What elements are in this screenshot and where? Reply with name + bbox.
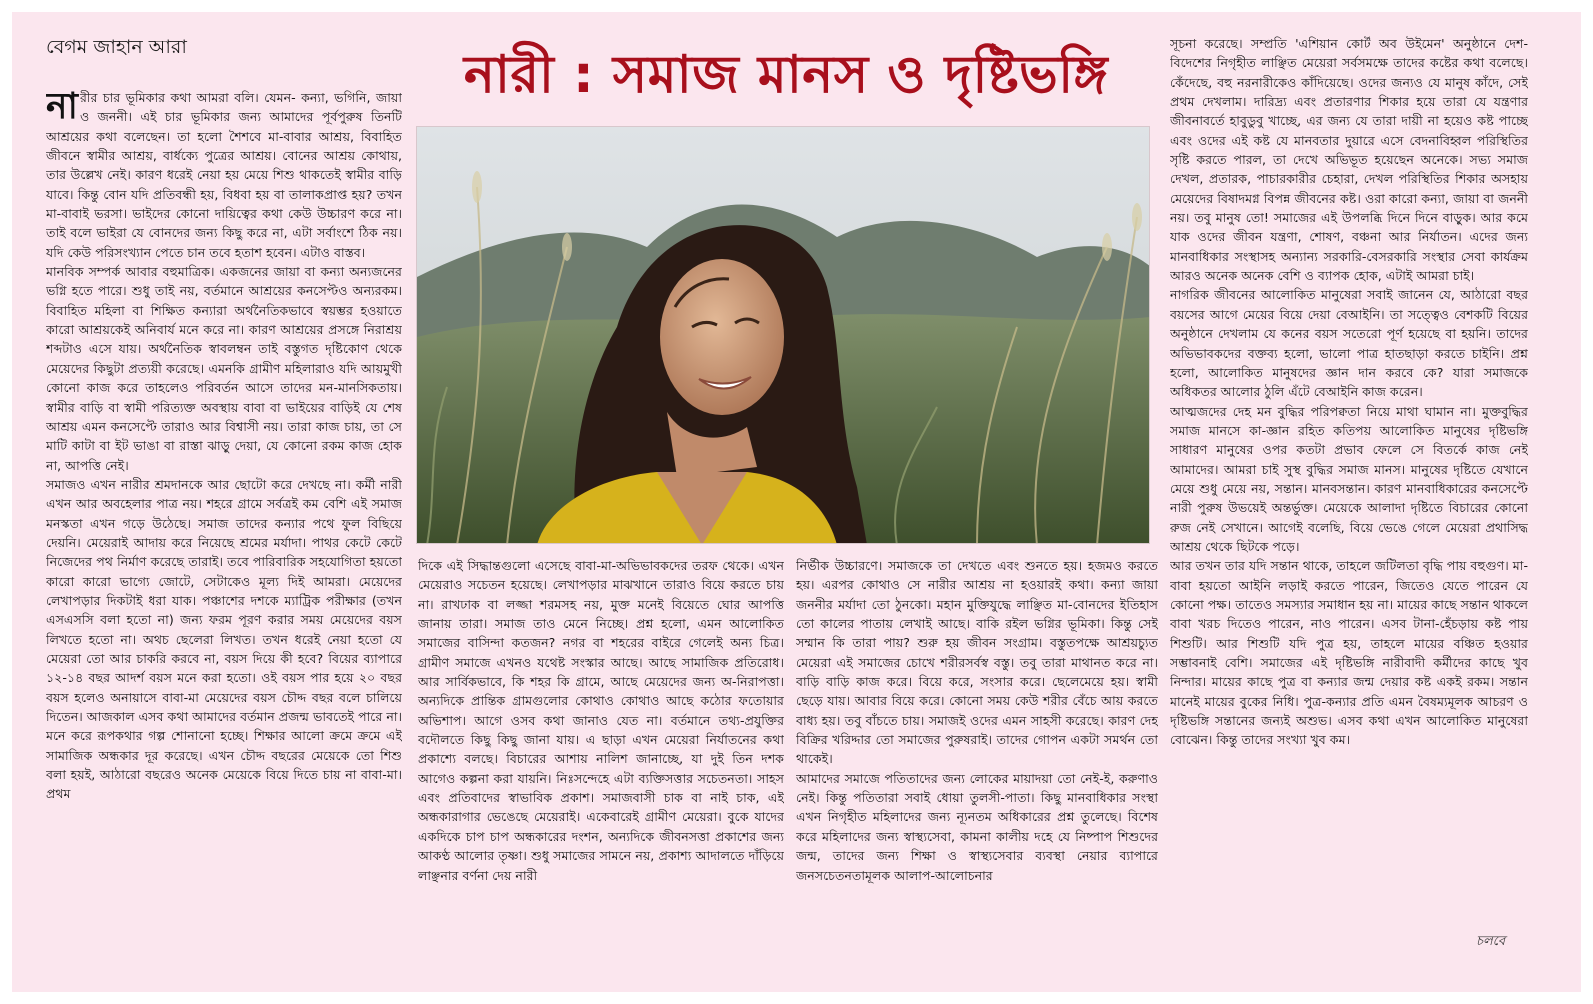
paragraph: আর তখন তার যদি সন্তান থাকে, তাহলে জটিলতা বৃদ্ধি পায় বহুগুণ। মা-বাবা হয়তো আইনি লড়াই করতে পারেন, জিতেও যেতে পারেন যে কোনো পক্ষ। তাতেও সমস্যার সমাধান হয় না। মায়ের কাছে সন্তান থাকলে বাবা খরচ দিতেও পারেন, নাও পারেন। এসব টানা-হেঁচড়ায় কষ্ট পায় শিশুটি। আর শিশুটি যদি পুত্র হয়, তাহলে মায়ের বঞ্চিত হওয়ার সম্ভাবনাই বেশি। সমাজের এই দৃষ্টিভঙ্গি নারীবাদী কর্মীদের কাছে খুব নিন্দার। মায়ের কাছে পুত্র বা কন্যার জন্ম দেয়ার কষ্ট একই রকম। সন্তান মানেই মায়ের বুকের নিধি। পুত্র-কন্যার প্রতি এমন বৈষম্যমূলক আচরণ ও দৃষ্টিভঙ্গি সন্তানের জন্যই অশুভ। এসব কথা এখন আলোকিত মানুষেরা বোঝেন। কিন্তু তাদের সংখ্যা খুব কম। [1170, 558, 1528, 748]
paragraph: আত্মজদের দেহ মন বুদ্ধির পরিপক্বতা নিয়ে মাথা ঘামান না। মুক্তবুদ্ধির সমাজ মানসে কা-জ্ঞান রহিত কতিপয় আলোকিত মানুষের দৃষ্টিভঙ্গি সাধারণ মানুষের ওপর কতটা প্রভাব ফেলে সে বিতর্কে কাজ নেই আমাদের। আমরা চাই সুস্থ বুদ্ধির সমাজ মানস। মানুষের দৃষ্টিতে যেখানে মেয়ে শুধু মেয়ে নয়, সন্তান। মানবসন্তান। কারণ মানবাধিকারের কনসেপ্টে নারী পুরুষ উভয়েই অন্তর্ভুক্ত। মেয়েকে আলাদা দৃষ্টিতে বিচারের কোনো রুজ নেই সেখানে। আগেই বলেছি, বিয়ে ভেঙে গেলে মেয়েরা প্রথাসিদ্ধ আশ্রয় থেকে ছিটকে পড়ে। [1170, 403, 1528, 554]
drop-cap: না [46, 88, 78, 127]
newspaper-page [12, 12, 1581, 992]
author-byline: বেগম জাহান আরা [46, 36, 187, 58]
paragraph: সূচনা করেছে। সম্প্রতি 'এশিয়ান কোর্ট অব উইমেন' অনুষ্ঠানে দেশ-বিদেশের নিগৃহীত লাঞ্ছিত মেয়েরা সর্বসমক্ষে তাদের কষ্টের কথা বলেছে। কেঁদেছে, বহু নরনারীকেও কাঁদিয়েছে। ওদের জন্যও যে মানুষ কাঁদে, সেই প্রথম দেখলাম। দারিদ্র্য এবং প্রতারণার শিকার হয়ে তারা যে যন্ত্রণার জীবনাবর্তে হাবুডুবু খাচ্ছে, এর জন্য যে তারা দায়ী না হয়েও কষ্ট পাচ্ছে এবং ওদের এই কষ্ট যে মানবতার দুয়ারে এসে বেদনাবিহ্বল পরিস্থিতির সৃষ্টি করতে পারল, তা দেখে অভিভূত হয়েছেন অনেকে। সভ্য সমাজ দেখল, প্রতারক, পাচারকারীর চেহারা, দেখল পরিস্থিতির শিকার অসহায় মেয়েদের বিষাদমগ্ন বিপন্ন জীবনের কষ্ট। ওরা কারো কন্যা, জায়া বা জননী নয়। তবু মানুষ তো! সমাজের এই উপলব্ধি দিনে দিনে বাড়ুক। আর কমে যাক ওদের জীবন যন্ত্রণা, শোষণ, বঞ্চনা আর নির্যাতন। এদের জন্য মানবাধিকার সংস্থাসহ অন্যান্য সরকারি-বেসরকারি সংস্থার সেবা কার্যক্রম আরও অনেক অনেক বেশি ও ব্যাপক হোক, এটাই আমরা চাই। [1170, 36, 1528, 284]
paragraph: আমাদের সমাজে পতিতাদের জন্য লোকের মায়াদয়া তো নেই-ই, করুণাও নেই। কিন্তু পতিতারা সবাই ধোয়া তুলসী-পাতা। কিছু মানবাধিকার সংস্থা এখন নিগৃহীত মহিলাদের জন্য ন্যূনতম অধিকারের প্রশ্ন তুলেছে। বিশেষ করে মহিলাদের জন্য স্বাস্থ্যসেবা, কামনা কালীয় দহে যে নিষ্পাপ শিশুদের জন্ম, তাদের জন্য শিক্ষা ও স্বাস্থ্যসেবার ব্যবস্থা নেয়ার ব্যাপারে জনসচেতনতামূলক আলাপ-আলোচনার [796, 770, 1158, 883]
article-column-3 [796, 556, 1158, 966]
paragraph: নির্ভীক উচ্চারণে। সমাজকে তা দেখতে এবং শুনতে হয়। হজমও করতে হয়। এরপর কোথাও সে নারীর আশ্রয় না হওয়ারই কথা। কন্যা জায়া জননীর মর্যাদা তো ঠুনকো। মহান মুক্তিযুদ্ধে লাঞ্ছিত মা-বোনদের ইতিহাস তো কালের পাতায় লেখাই আছে। বাকি রইল ভগ্নির ভূমিকা। কিন্তু সেই সম্মান কি তারা পায়? শুরু হয় জীবন সংগ্রাম। বস্তুতপক্ষে আশ্রয়চ্যুত মেয়েরা এই সমাজের চোখে শরীরসর্বস্ব বস্তু। তবু তারা মাথানত করে না। বাড়ি বাড়ি কাজ করে। বিয়ে করে, সংসার করে। ছেলেমেয়ে হয়। স্বামী ছেড়ে যায়। আবার বিয়ে করে। কোনো সময় কেউ শরীর বেঁচে আয় করতে বাধ্য হয়। তবু বাঁচতে চায়। সমাজই ওদের এমন সাহসী করেছে। কারণ দেহ বিক্রির খরিদ্দার তো সমাজের পুরুষরাই। তাদের গোপন একটা সমর্থন তো থাকেই। [796, 558, 1158, 767]
article-column-2 [418, 556, 784, 966]
paragraph [46, 88, 402, 262]
paragraph: নাগরিক জীবনের আলোকিত মানুষেরা সবাই জানেন যে, আঠারো বছর বয়সের আগে মেয়ের বিয়ে দেয়া বেআইনি। তা সত্ত্বেও বেশকটি বিয়ের অনুষ্ঠানে দেখলাম যে কনের বয়স সতেরো পূর্ণ হয়েছে বা হয়নি। তাদের অভিভাবকদের বক্তব্য হলো, ভালো পাত্র হাতছাড়া করতে চাইনি। প্রশ্ন হলো, আলোকিত মানুষদের জ্ঞান দান করবে কে? যারা সমাজকে অধিকতর আলোর ঠুলি এঁটে বেআইনি কাজ করেন। [1170, 287, 1528, 400]
paragraph: দিকে এই সিদ্ধান্তগুলো এসেছে বাবা-মা-অভিভাবকদের তরফ থেকে। এখন মেয়েরাও সচেতন হয়েছে। লেখাপড়ার মাঝখানে তারাও বিয়ে করতে চায় না। রাখঢাক বা লজ্জা শরমসহ নয়, মুক্ত মনেই বিয়েতে ঘোর আপত্তি জানায় তারা। সমাজ তাও মেনে নিচ্ছে। প্রশ্ন হলো, এমন আলোকিত সমাজের বাসিন্দা কতজন? নগর বা শহরের বাইরে গেলেই অন্য চিত্র। গ্রামীণ সমাজে এখনও যথেষ্ট সংস্কার আছে। আছে সামাজিক প্রতিরোধ। আর সার্বিকভাবে, কি শহর কি গ্রামে, আছে মেয়েদের জন্য অ-নিরাপত্তা। অন্যদিকে প্রান্তিক গ্রামগুলোর কোথাও কোথাও আছে কঠোর ফতোয়ার অভিশাপ। আগে ওসব কথা জানাও যেত না। বর্তমানে তথ্য-প্রযুক্তির বদৌলতে কিছু কিছু জানা যায়। এ ছাড়া এখন মেয়েরা নির্যাতনের কথা প্রকাশ্যে বলছে। বিচারের আশায় নালিশ জানাচ্ছে, যা দুই তিন দশক আগেও কল্পনা করা যায়নি। নিঃসন্দেহে এটা ব্যক্তিসত্তার সচেতনতা। সাহস এবং প্রতিবাদের স্বাভাবিক প্রকাশ। সমাজবাসী চাক বা নাই চাক, এই অন্ধকারাগার ভেঙেছে মেয়েরাই। একেবারেই গ্রামীণ মেয়েরা। বুকে যাদের একদিকে চাপ চাপ অন্ধকারের দংশন, অন্যদিকে জীবনসত্তা প্রকাশের জন্য আকণ্ঠ আলোর তৃষ্ণা। শুধু সমাজের সামনে নয়, প্রকাশ্য আদালতে দাঁড়িয়ে লাঞ্ছনার বর্ণনা দেয় নারী [418, 558, 784, 883]
continued-note: চলবে [1476, 934, 1506, 949]
article-photo [416, 126, 1150, 544]
paragraph: মানবিক সম্পর্ক আবার বহুমাত্রিক। একজনের জায়া বা কন্যা অন্যজনের ভগ্নি হতে পারে। শুধু তাই নয়, বর্তমানে আশ্রয়ের কনসেপ্টও অন্যরকম। বিবাহিত মহিলা বা শিক্ষিত কন্যারা অর্থনৈতিকভাবে স্বয়ম্ভর হওয়াতে কারো আশ্রয়কেই অনিবার্য মনে করে না। কারণ আশ্রয়ের প্রসঙ্গে নিরাশ্রয় শব্দটাও এসে যায়। অর্থনৈতিক স্বাবলম্বন তাই বস্তুগত দৃষ্টিকোণ থেকে মেয়েদের কিছুটা প্রত্যয়ী করেছে। এমনকি গ্রামীণ মহিলারাও যদি আয়মুখী কোনো কাজ করে তাহলেও পরিবর্তন আসে তাদের মন-মানসিকতায়। স্বামীর বাড়ি বা স্বামী পরিত্যক্ত অবস্থায় বাবা বা ভাইয়ের বাড়িই যে শেষ আশ্রয় এমন কনসেপ্টে তারাও আর বিশ্বাসী নয়। তারা কাজ চায়, তা সে মাটি কাটা বা ইট ভাঙা বা রাস্তা ঝাড়ু দেয়া, যে কোনো রকম কাজ হোক না, আপত্তি নেই। [46, 264, 402, 473]
woman-in-field-photo [417, 127, 1150, 544]
paragraph: সমাজও এখন নারীর শ্রমদানকে আর ছোটো করে দেখছে না। কর্মী নারী এখন আর অবহেলার পাত্র নয়। শহরে গ্রামে সর্বত্রই কম বেশি এই সমাজ মনস্কতা এখন গড়ে উঠেছে। সমাজ তাদের কন্যার পথে ফুল বিছিয়ে দেয়নি। মেয়েরাই আদায় করে নিয়েছে শ্রমের মর্যাদা। পাথর কেটে কেটে নিজেদের পথ নির্মাণ করেছে তারাই। তবে পারিবারিক সহযোগিতা হয়তো কারো কারো ভাগ্যে জোটে, সেটাকেও মূল্য দিই আমরা। মেয়েদের লেখাপড়ার দিকটাই ধরা যাক। পঞ্চাশের দশকে ম্যাট্রিক পরীক্ষার (তখন এসএসসি বলা হতো না) জন্য ফরম পূরণ করার সময় মেয়েদের বয়স লিখতে হতো না। অথচ ছেলেরা লিখত। তখন ধরেই নেয়া হতো যে মেয়েরা তো আর চাকরি করবে না, বয়স দিয়ে কী হবে? বিয়ের ব্যাপারে ১২-১৪ বছর আদর্শ বয়স মনে করা হতো। ওই বয়স পার হয়ে ২০ বছর বয়স হলেও অনায়াসে বাবা-মা মেয়েদের বয়স চৌদ্দ বছর বলে চালিয়ে দিতেন। আজকাল এসব কথা আমাদের বর্তমান প্রজন্ম ভাবতেই পারে না। মনে করে রূপকথার গল্প শোনানো হচ্ছে। শিক্ষার আলো ক্রমে ক্রমে এই সামাজিক অন্ধকার দূর করেছে। এখন চৌদ্দ বছরের মেয়েকে তো শিশু বলা হয়ই, আঠারো বছরেও অনেক মেয়েকে বিয়ে দিতে চায় না বাবা-মা। প্রথম [46, 476, 402, 802]
article-headline: নারী : সমাজ মানস ও দৃষ্টিভঙ্গি [463, 45, 1109, 105]
paragraph-text: রীর চার ভূমিকার কথা আমরা বলি। যেমন- কন্যা, ভগিনি, জায়া ও জননী। এই চার ভূমিকার জন্য আমাদের পূর্বপুরুষ তিনটি আশ্রয়ের কথা বলেছেন। তা হলো শৈশবে মা-বাবার আশ্রয়, বিবাহিত জীবনে স্বামীর আশ্রয়, বার্ধক্যে পুত্রের আশ্রয়। বোনের আশ্রয় কোথায়, তার উল্লেখ নেই। কারণ ধরেই নেয়া হয় মেয়ে শিশু থাকতেই স্বামীর বাড়ি যাবে। কিন্তু বোন যদি প্রতিবন্ধী হয়, বিধবা হয় বা তালাকপ্রাপ্ত হয়? তখন মা-বাবাই ভরসা। ভাইদের কোনো দায়িত্বের কথা কেউ উচ্চারণ করে না। তাই বলে ভাইরা যে বোনদের জন্য কিছু করে না, এটা সর্বাংশে ঠিক নয়। যদি কেউ পরিসংখ্যান পেতে চান তবে হতাশ হবেন। এটাও বাস্তব। [46, 90, 402, 260]
article-column-1 [46, 88, 402, 968]
article-column-4 [1170, 34, 1528, 952]
